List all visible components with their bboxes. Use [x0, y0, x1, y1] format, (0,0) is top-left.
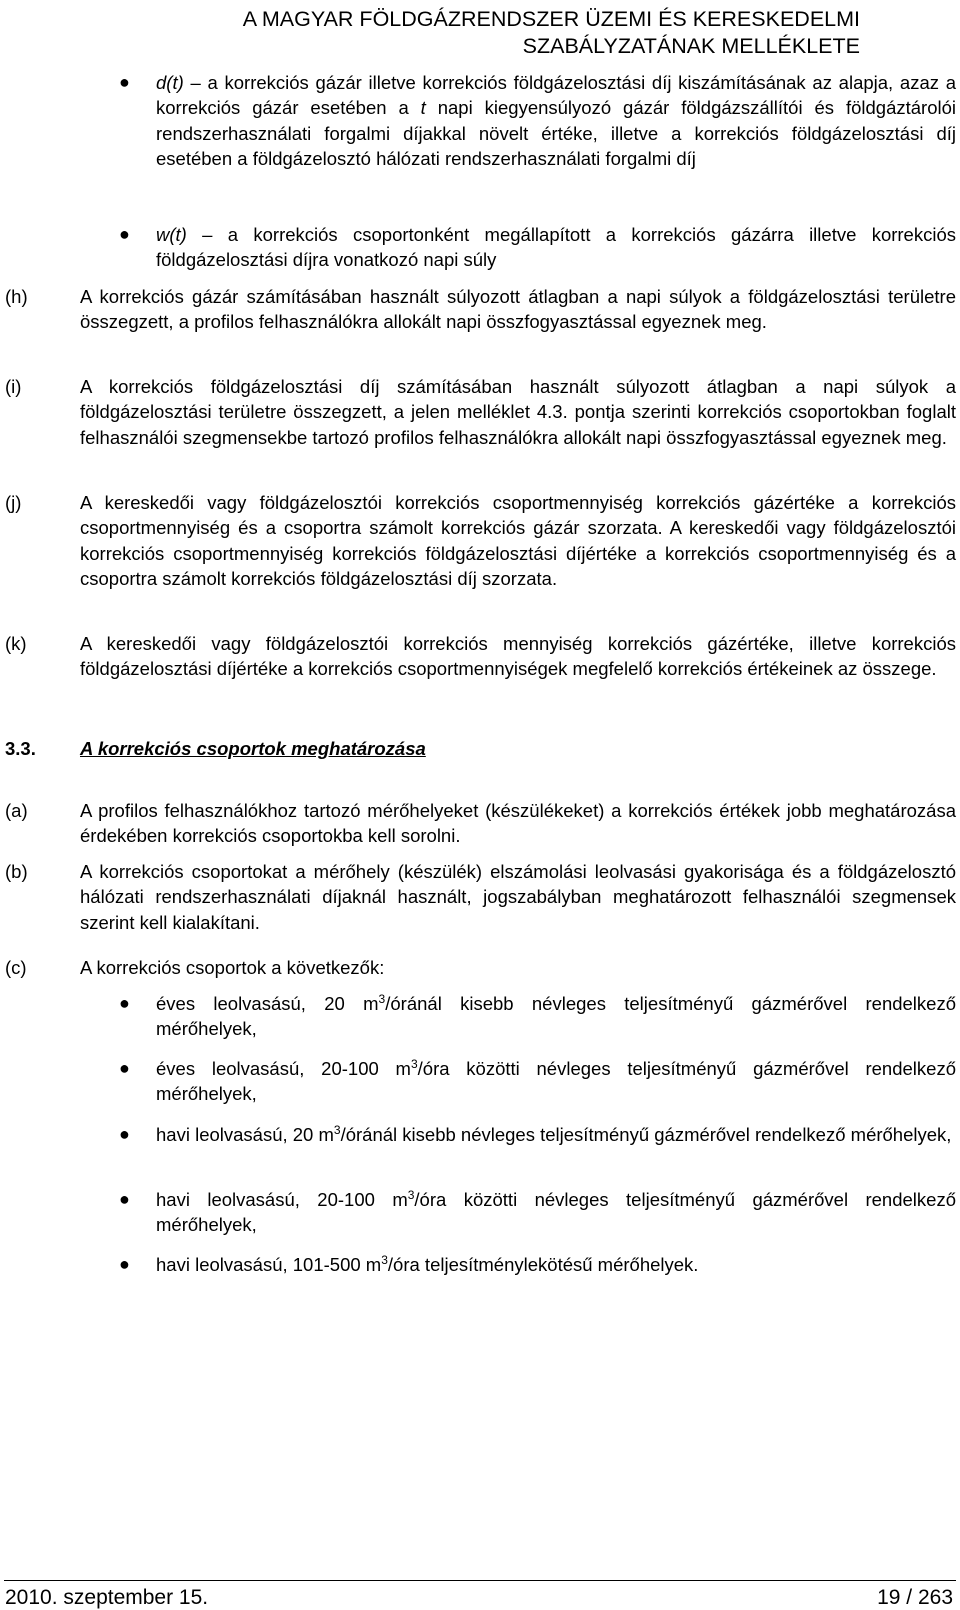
- bullet-dot-icon: ●: [119, 1189, 130, 1209]
- bullet-text-dt-a: – a korrekciós gázár illetve korrekciós földgázelosztási díj kiszámításának az alapja, azaz a korrekciós gázár esetében a: [156, 72, 956, 119]
- term-wt: w(t): [156, 224, 187, 245]
- term-t: t: [420, 97, 426, 119]
- paragraph-text: A korrekciós csoportokat a mérőhely (készülék) elszámolási leolvasási gyakorisága és a földgázelosztó hálózati rendszerhasználati díjaknál használt, jogszabályban meghatározott felhasználói szegmensek szerint kell kialakítani.: [80, 861, 956, 933]
- group-text: éves leolvasású, 20-100 m: [156, 1058, 411, 1079]
- group-text: havi leolvasású, 20-100 m: [156, 1189, 408, 1210]
- paragraph-label: (c): [5, 957, 27, 978]
- footer-divider: [4, 1580, 956, 1581]
- group-item: [119, 1252, 956, 1277]
- page-header: [0, 6, 860, 60]
- paragraph-text: A korrekciós csoportok a következők:: [80, 957, 385, 978]
- bullet-dot-icon: ●: [119, 72, 130, 92]
- section-heading: [5, 736, 705, 761]
- group-text: /óra teljesítménylekötésű mérőhelyek.: [387, 1254, 699, 1275]
- superscript: 3: [333, 1123, 341, 1137]
- header-line-1: A MAGYAR FÖLDGÁZRENDSZER ÜZEMI ÉS KERESKEDELMI: [242, 7, 860, 31]
- paragraph-j: [5, 490, 956, 591]
- paragraph-label: (a): [5, 800, 28, 821]
- group-text: /óránál kisebb névleges teljesítményű gázmérővel rendelkező mérőhelyek,: [156, 993, 956, 1040]
- paragraph-i: [5, 374, 956, 450]
- bullet-dot-icon: ●: [119, 993, 130, 1013]
- paragraph-label: (j): [5, 492, 22, 513]
- section-title: A korrekciós csoportok meghatározása: [80, 738, 426, 759]
- superscript: 3: [378, 992, 386, 1006]
- bullet-dot-icon: ●: [119, 1254, 130, 1274]
- bullet-dot-icon: ●: [119, 224, 130, 244]
- paragraph-text: A korrekciós földgázelosztási díj számításában használt súlyozott átlagban a napi súlyok a földgázelosztási területre összegzett, a jelen melléklet 4.3. pontja szerinti korrekciós csoportokban foglalt felhasználói szegmensekbe tartozó profilos felhasználókra allokált napi összfogyasztással egyeznek meg.: [80, 376, 956, 448]
- superscript: 3: [410, 1057, 418, 1071]
- group-text: éves leolvasású, 20 m: [156, 993, 379, 1014]
- group-item: [119, 1122, 956, 1147]
- term-dt: d(t): [156, 72, 184, 93]
- section-number: 3.3.: [5, 738, 36, 759]
- paragraph-text: A kereskedői vagy földgázelosztói korrekciós mennyiség korrekciós gázértéke, illetve korrekciós földgázelosztási díjértéke a korrekciós csoportmennyiségek megfelelő korrekciós értékeinek az összege.: [80, 633, 956, 680]
- group-item: [119, 1187, 956, 1238]
- header-line-2: SZABÁLYZATÁNAK MELLÉKLETE: [522, 34, 860, 58]
- bullet-dot-icon: ●: [119, 1124, 130, 1144]
- bullet-item-wt: [119, 222, 956, 273]
- paragraph-label: (h): [5, 286, 28, 307]
- group-text: /óránál kisebb névleges teljesítményű gázmérővel rendelkező mérőhelyek,: [340, 1124, 952, 1145]
- paragraph-c: [5, 955, 956, 980]
- group-text: /óra közötti névleges teljesítményű gázmérővel rendelkező mérőhelyek,: [156, 1058, 956, 1105]
- bullet-item-dt: [119, 70, 956, 171]
- paragraph-k: [5, 631, 956, 682]
- group-text: havi leolvasású, 20 m: [156, 1124, 334, 1145]
- bullet-text-dt-b: napi kiegyensúlyozó gázár földgázszállítói és földgáztárolói rendszerhasználati forgalmi díjakkal növelt értéke, illetve a korrekciós földgázelosztási díj esetében a földgázelosztó hálózati rendszerhasználati forgalmi díj: [156, 97, 956, 169]
- superscript: 3: [381, 1253, 388, 1267]
- group-item: [119, 1056, 956, 1107]
- bullet-dot-icon: ●: [119, 1058, 130, 1078]
- group-text: /óra közötti névleges teljesítményű gázmérővel rendelkező mérőhelyek,: [156, 1189, 956, 1236]
- footer-date: 2010. szeptember 15.: [5, 1586, 209, 1609]
- paragraph-label: (i): [5, 376, 22, 397]
- group-text: havi leolvasású, 101-500 m: [156, 1254, 382, 1275]
- paragraph-label: (k): [5, 633, 27, 654]
- paragraph-text: A korrekciós gázár számításában használt súlyozott átlagban a napi súlyok a földgázelosztási területre összegzett, a profilos felhasználókra allokált napi összfogyasztással egyeznek meg.: [80, 286, 956, 333]
- paragraph-text: A kereskedői vagy földgázelosztói korrekciós csoportmennyiség korrekciós gázértéke a korrekciós csoportmennyiség és a csoportra számolt korrekciós gázár szorzata. A kereskedői vagy földgázelosztói korrekciós csoportmennyiség korrekciós földgázelosztási díjértéke a korrekciós csoportmennyiség és a csoportra számolt korrekciós földgázelosztási díj szorzata.: [80, 492, 956, 589]
- paragraph-label: (b): [5, 861, 28, 882]
- paragraph-a: [5, 798, 956, 849]
- paragraph-text: A profilos felhasználókhoz tartozó mérőhelyeket (készülékeket) a korrekciós értékek jobb meghatározása érdekében korrekciós csoportokba kell sorolni.: [80, 800, 956, 847]
- group-item: [119, 991, 956, 1042]
- page-number: 19 / 263: [877, 1586, 953, 1609]
- paragraph-b: [5, 859, 956, 935]
- bullet-text-wt: – a korrekciós csoportonként megállapított a korrekciós gázárra illetve korrekciós földgázelosztási díjra vonatkozó napi súly: [156, 224, 956, 271]
- paragraph-h: [5, 284, 956, 335]
- superscript: 3: [407, 1188, 415, 1202]
